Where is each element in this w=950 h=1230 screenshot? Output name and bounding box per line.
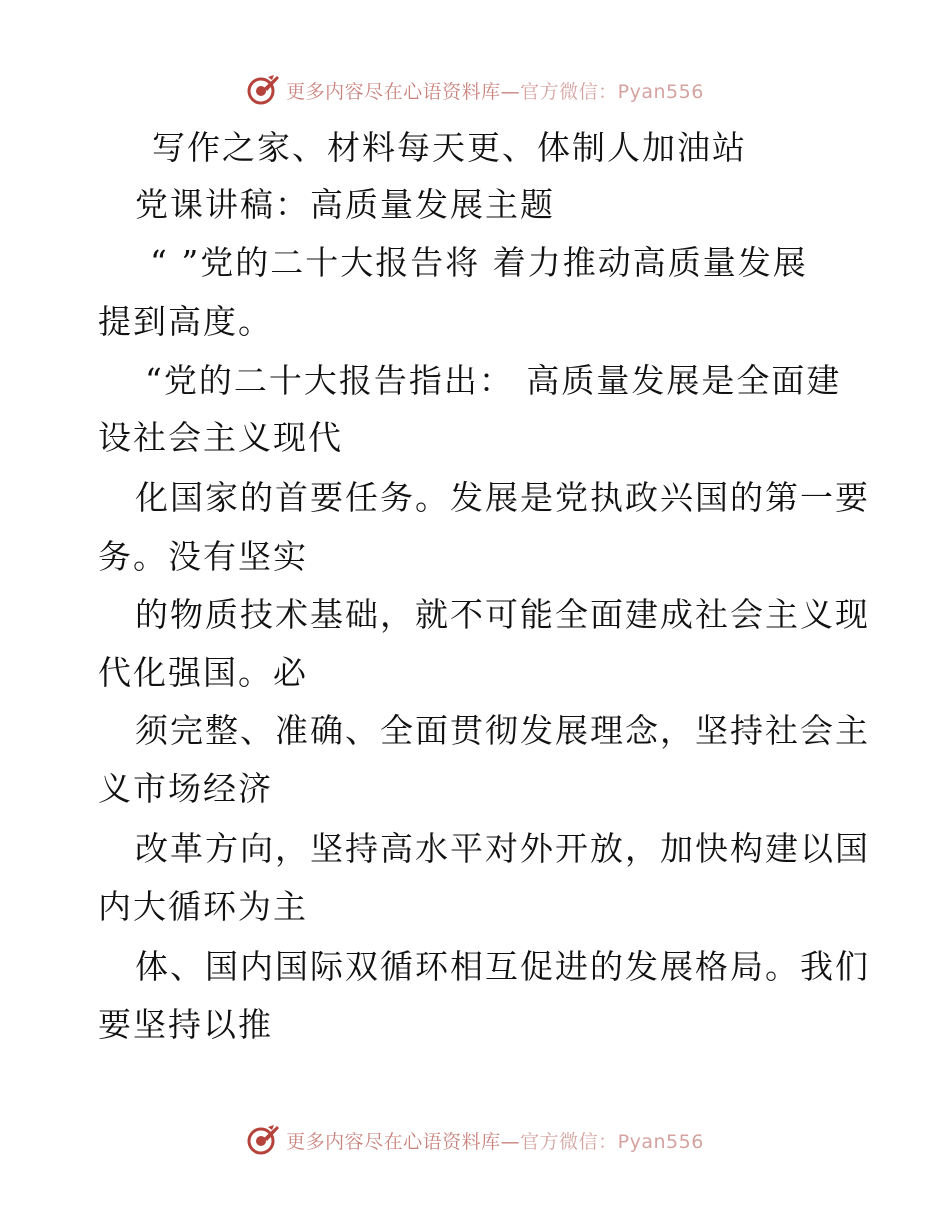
document-line: “ ”党的二十大报告将 着力推动高质量发展 — [150, 243, 808, 282]
document-line: 务。没有坚实 — [98, 537, 308, 576]
document-line: 代化强国。必 — [98, 653, 308, 692]
header-banner — [0, 70, 950, 110]
document-line: 体、国内国际双循环相互促进的发展格局。我们 — [135, 947, 870, 986]
document-line: 化国家的首要任务。发展是党执政兴国的第一要 — [135, 478, 870, 517]
document-title: 党课讲稿：高质量发展主题 — [135, 185, 555, 224]
document-line: 义市场经济 — [98, 769, 273, 808]
document-line: 要坚持以推 — [98, 1005, 273, 1044]
banner-wechat-text: 官方微信：Pyan556 — [520, 80, 704, 103]
pen-logo-icon — [246, 73, 280, 107]
document-line: 须完整、准确、全面贯彻发展理念，坚持社会主 — [135, 711, 870, 750]
document-line: “党的二十大报告指出： 高质量发展是全面建 — [145, 361, 842, 400]
document-line: 写作之家、材料每天更、体制人加油站 — [152, 128, 747, 167]
document-line: 内大循环为主 — [98, 887, 308, 926]
banner-wechat-text: 官方微信：Pyan556 — [520, 1130, 704, 1153]
header-banner-text — [286, 77, 704, 104]
document-line: 提到高度。 — [98, 302, 273, 341]
footer-banner — [0, 1120, 950, 1160]
banner-separator: — — [500, 1130, 521, 1153]
banner-main-text: 更多内容尽在心语资料库 — [286, 80, 501, 103]
banner-main-text: 更多内容尽在心语资料库 — [286, 1130, 501, 1153]
pen-logo-icon — [246, 1123, 280, 1157]
document-line: 改革方向，坚持高水平对外开放，加快构建以国 — [135, 829, 870, 868]
document-line: 设社会主义现代 — [98, 418, 343, 457]
footer-banner-text — [286, 1127, 704, 1154]
banner-separator: — — [500, 80, 521, 103]
document-line: 的物质技术基础，就不可能全面建成社会主义现 — [135, 595, 870, 634]
